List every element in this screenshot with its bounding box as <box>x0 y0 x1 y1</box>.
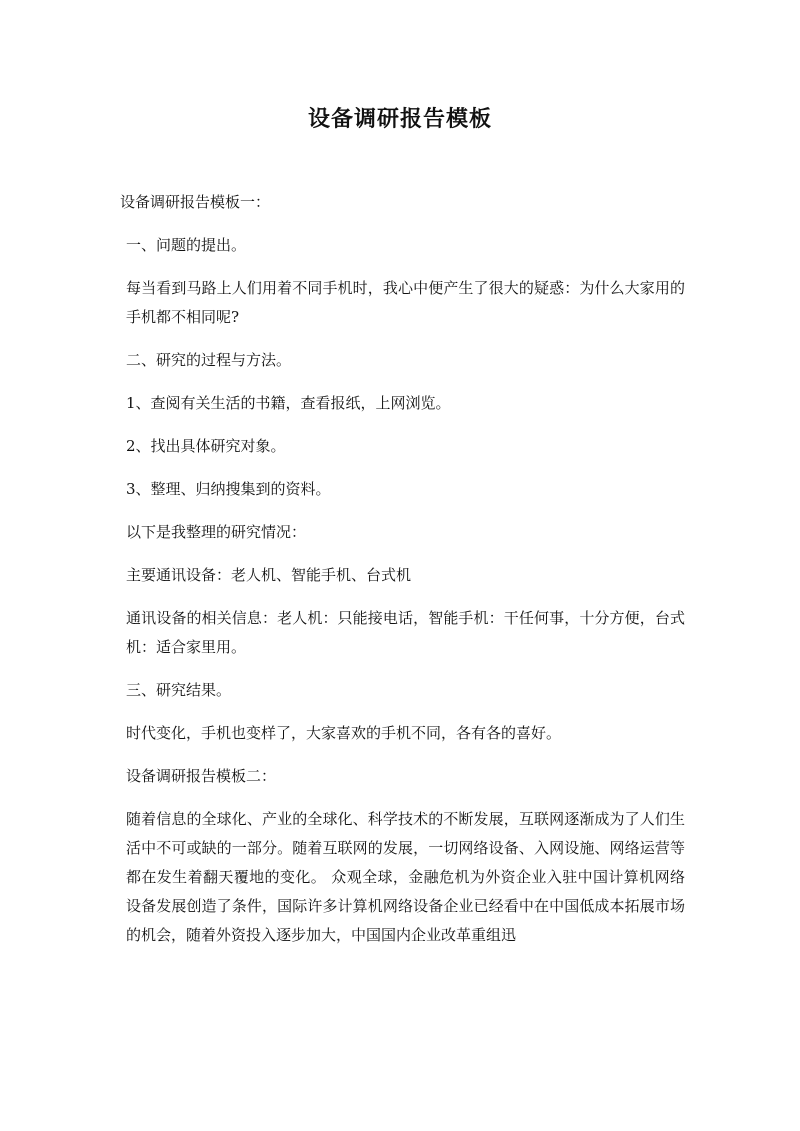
paragraph-device-info: 通讯设备的相关信息：老人机：只能接电话，智能手机：干任何事，十分方便，台式机：适合家里用。 <box>126 609 685 656</box>
document-body <box>120 188 685 964</box>
paragraph-section-two-heading: 二、研究的过程与方法。 <box>126 351 292 369</box>
paragraph-method-1: 1、查阅有关生活的书籍，查看报纸，上网浏览。 <box>126 394 451 412</box>
paragraph-template-two-heading: 设备调研报告模板二： <box>126 767 277 785</box>
paragraph-template-one-heading: 设备调研报告模板一： <box>120 193 271 211</box>
paragraph-section-one-heading: 一、问题的提出。 <box>126 236 247 254</box>
paragraph-main-devices: 主要通讯设备：老人机、智能手机、台式机 <box>126 566 412 584</box>
paragraph-method-2: 2、找出具体研究对象。 <box>126 437 286 455</box>
paragraph-internet-development: 随着信息的全球化、产业的全球化、科学技术的不断发展，互联网逐渐成为了人们生活中不可或缺的一部分。随着互联网的发展，一切网络设备、入网设施、网络运营等都在发生着翻天覆地的变化。 众观全球，金融危机为外资企业入驻中国计算机网络设备发展创造了条件，国际许多计算机网络设备企业已经看中在中国低成本拓展市场的机会，随着外资投入逐步加大，中国国内企业改革重组迅 <box>126 810 685 944</box>
paragraph-method-3: 3、整理、归纳搜集到的资料。 <box>126 480 331 498</box>
paragraph-question: 每当看到马路上人们用着不同手机时，我心中便产生了很大的疑惑：为什么大家用的手机都不相同呢? <box>126 279 685 326</box>
paragraph-research-intro: 以下是我整理的研究情况： <box>126 523 307 541</box>
document-title: 设备调研报告模板 <box>307 106 492 132</box>
paragraph-result: 时代变化，手机也变样了，大家喜欢的手机不同，各有各的喜好。 <box>126 724 562 742</box>
paragraph-section-three-heading: 三、研究结果。 <box>126 681 232 699</box>
